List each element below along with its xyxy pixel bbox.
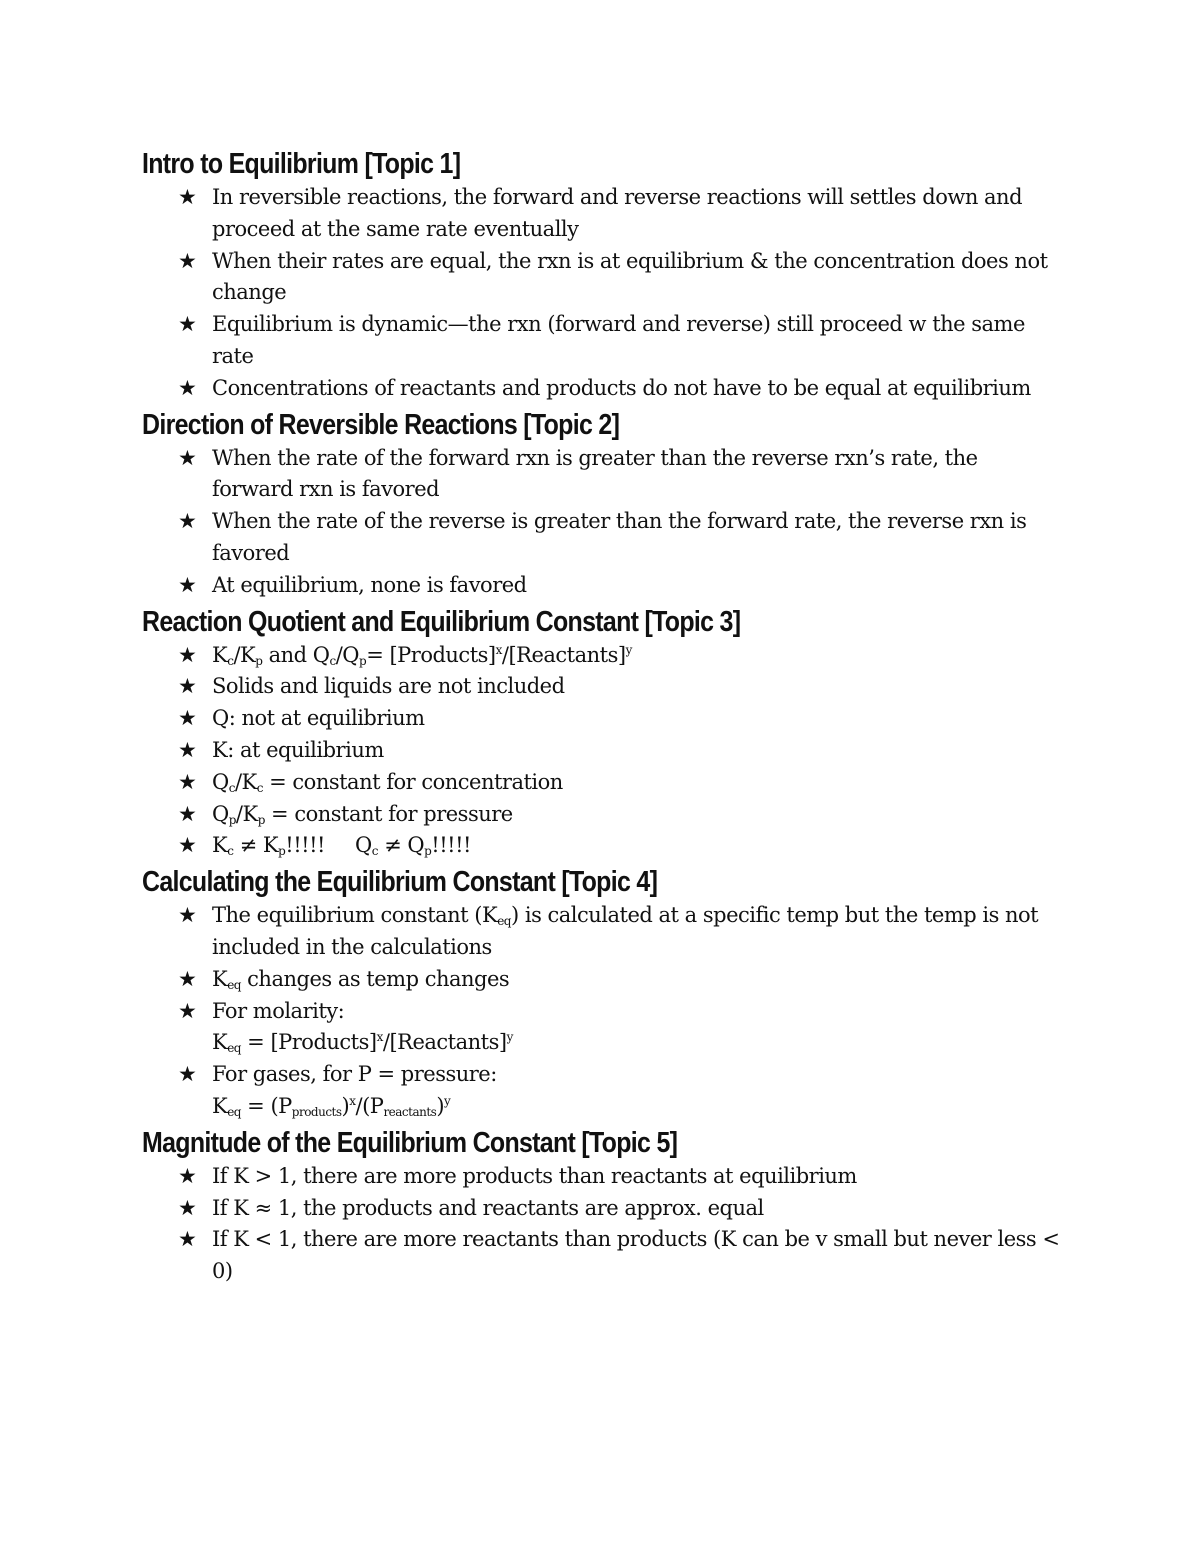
star-bullet-icon: ★	[178, 1227, 197, 1252]
star-bullet-icon: ★	[178, 674, 197, 699]
star-bullet-icon: ★	[178, 1163, 197, 1188]
list-item: ★ Solids and liquids are not included	[142, 671, 1062, 703]
star-bullet-icon: ★	[178, 769, 197, 794]
star-bullet-icon: ★	[178, 445, 197, 470]
list-item: ★ Q: not at equilibrium	[142, 703, 1062, 735]
star-bullet-icon: ★	[178, 833, 197, 858]
star-bullet-icon: ★	[178, 801, 197, 826]
list-item: ★ $K_c \ne K_p$!!!!! $Q_c \ne Q_p$!!!!!	[142, 830, 1062, 862]
star-bullet-icon: ★	[178, 1195, 197, 1220]
list-item: ★ Equilibrium is dynamic—the rxn (forward and reverse) still proceed w the same rate	[142, 309, 1062, 373]
star-bullet-icon: ★	[178, 185, 197, 209]
bullet-list-topic-3	[142, 640, 1062, 863]
star-bullet-icon: ★	[178, 706, 197, 731]
list-item: ★ When the rate of the forward rxn is greater than the reverse rxn’s rate, the forward rxn is favored	[142, 443, 1062, 507]
star-bullet-icon: ★	[178, 903, 197, 928]
star-bullet-icon: ★	[178, 966, 197, 991]
star-bullet-icon: ★	[178, 1062, 197, 1087]
list-item: ★ At equilibrium, none is favored	[142, 570, 1062, 602]
bullet-list-topic-4	[142, 900, 1062, 1123]
bullet-list-topic-2	[142, 443, 1062, 602]
list-item: ★ $Q_p/K_p$ = constant for pressure	[142, 799, 1062, 831]
list-item: ★ For gases, for P = pressure: $K_{eq} = (P_{products})^x/(P_{reactants})^y$	[142, 1059, 1062, 1123]
star-bullet-icon: ★	[178, 312, 197, 337]
star-bullet-icon: ★	[178, 248, 197, 273]
star-bullet-icon: ★	[178, 509, 197, 534]
list-item: ★ The equilibrium constant $(K_{eq})$ is calculated at a specific temp but the temp is not included in the calculations	[142, 900, 1062, 964]
list-item: ★ In reversible reactions, the forward and reverse reactions will settles down and proceed at the same rate eventually	[142, 182, 1062, 246]
list-item: ★ Concentrations of reactants and products do not have to be equal at equilibrium	[142, 373, 1062, 405]
bullet-list-topic-1	[142, 182, 1062, 405]
section-title-topic-1: Intro to Equilibrium [Topic 1]	[142, 148, 461, 180]
star-bullet-icon: ★	[178, 642, 197, 667]
section-title-topic-4: Calculating the Equilibrium Constant [Topic 4]	[142, 866, 658, 899]
star-bullet-icon: ★	[178, 998, 197, 1023]
notes-content	[142, 146, 1062, 1290]
list-item: ★ If K ≈ 1, the products and reactants are approx. equal	[142, 1193, 1062, 1225]
section-title-topic-5: Magnitude of the Equilibrium Constant [Topic 5]	[142, 1126, 678, 1159]
list-item: ★ $K_{eq}$ changes as temp changes	[142, 964, 1062, 996]
section-title-topic-2: Direction of Reversible Reactions [Topic 2]	[142, 408, 620, 441]
list-item: ★ If K < 1, there are more reactants than products (K can be v small but never less < 0)	[142, 1224, 1062, 1288]
list-item: ★ When the rate of the reverse is greater than the forward rate, the reverse rxn is favored	[142, 506, 1062, 570]
list-item: ★ $Q_c/K_c$ = constant for concentration	[142, 767, 1062, 799]
list-item: ★ For molarity: $K_{eq}$ = [Products]$^x$/[Reactants]$^y$	[142, 996, 1062, 1060]
list-item: ★ When their rates are equal, the rxn is at equilibrium & the concentration does not change	[142, 246, 1062, 310]
star-bullet-icon: ★	[178, 737, 197, 762]
star-bullet-icon: ★	[178, 375, 197, 400]
list-item: ★ $K_c/K_p$ and $Q_c/Q_p=$ [Products]$^x$/[Reactants]$^y$	[142, 640, 1062, 672]
list-item: ★ K: at equilibrium	[142, 735, 1062, 767]
star-bullet-icon: ★	[178, 572, 197, 597]
section-title-topic-3: Reaction Quotient and Equilibrium Constant [Topic 3]	[142, 605, 741, 638]
list-item: ★ If K > 1, there are more products than reactants at equilibrium	[142, 1161, 1062, 1193]
bullet-list-topic-5	[142, 1161, 1062, 1288]
